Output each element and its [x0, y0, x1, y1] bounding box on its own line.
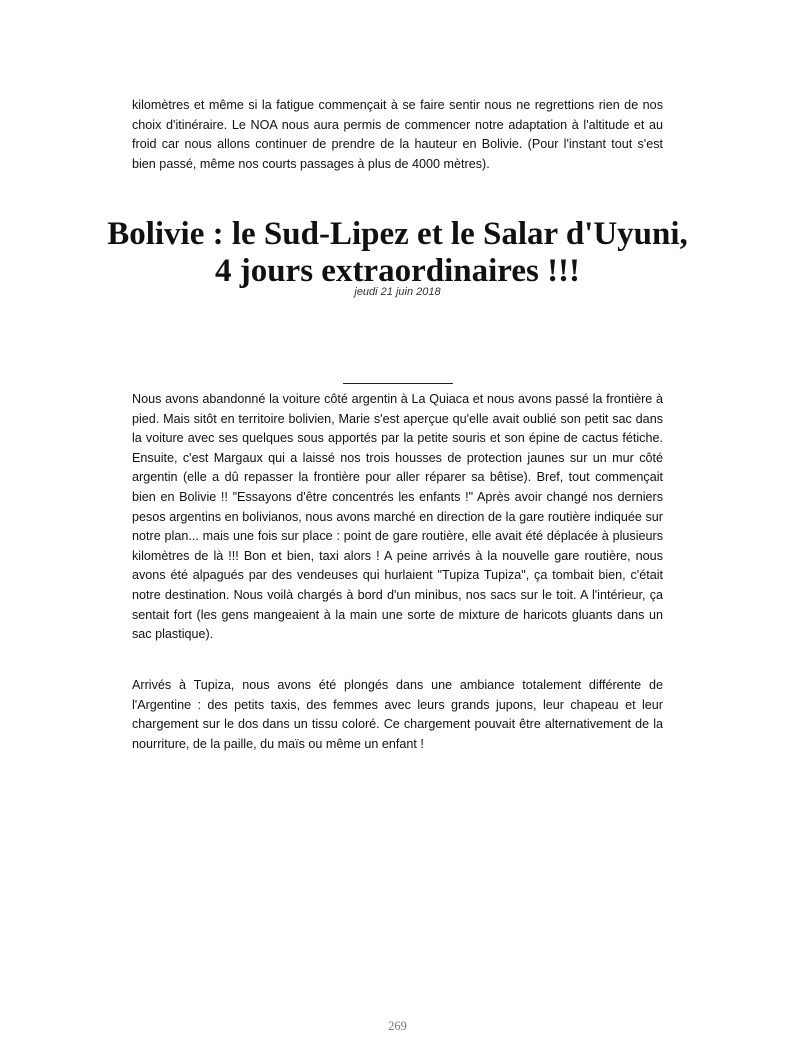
article-title: Bolivie : le Sud-Lipez et le Salar d'Uyuni, 4 jours extraordinaires !!! — [107, 216, 688, 289]
title-divider — [343, 383, 453, 384]
page-number: 269 — [388, 1019, 407, 1033]
intro-paragraph: kilomètres et même si la fatigue commençait à se faire sentir nous ne regrettions rien de nos choix d'itinéraire. Le NOA nous aura permis de commencer notre adaptation à l'altitude et au froid car nous allons continuer de prendre de la hauteur en Bolivie. (Pour l'instant tout s'est bien passé, même nos courts passages à plus de 4000 mètres). — [132, 98, 663, 171]
article-date: jeudi 21 juin 2018 — [354, 286, 441, 298]
body-paragraph: Nous avons abandonné la voiture côté argentin à La Quiaca et nous avons passé la frontière à pied. Mais sitôt en territoire bolivien, Marie s'est aperçue qu'elle avait oublié son petit sac dans la voiture avec ses quelques sous apportés par la petite souris et son épine de cactus fétiche. Ensuite, c'est Margaux qui a laissé nos trois housses de protection jaunes sur un mur côté argentin (elle a dû repasser la frontière pour aller réparer sa bêtise). Bref, tout commençait bien en Bolivie !! "Essayons d'être concentrés les enfants !" Après avoir changé nos derniers pesos argentins en bolivianos, nous avons marché en direction de la gare routière indiquée sur notre plan... mais une fois sur place : point de gare routière, elle avait été déplacée à plusieurs kilomètres de là !!! Bon et bien, taxi alors ! A peine arrivés à la nouvelle gare routière, nous avons été alpagués par des vendeuses qui hurlaient "Tupiza Tupiza", ça tombait bien, c'était notre destination. Nous voilà chargés à bord d'un minibus, nos sacs sur le toit. A l'intérieur, ça sentait fort (les gens mangeaient à la main une sorte de mixture de haricots gluants dans un sac plastique). — [132, 392, 663, 642]
body-paragraph: Arrivés à Tupiza, nous avons été plongés dans une ambiance totalement différente de l'Argentine : des petits taxis, des femmes avec leurs grands jupons, leur chapeau et leur chargement sur le dos dans un tissu coloré. Ce chargement pouvait être alternativement de la nourriture, de la paille, du maïs ou même un enfant ! — [132, 678, 663, 751]
article-header — [100, 216, 695, 299]
